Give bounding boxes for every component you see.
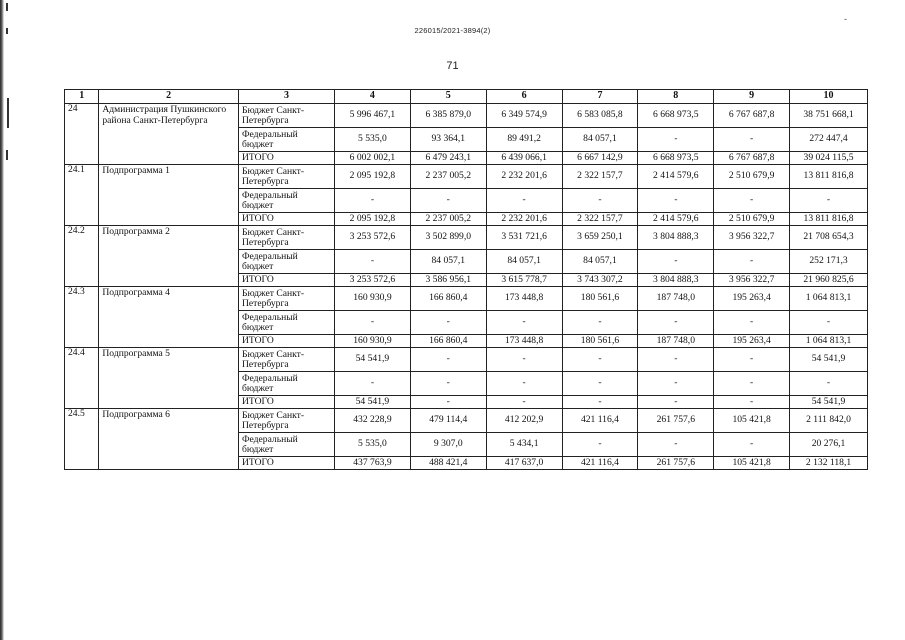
amount-cell: - (714, 311, 790, 335)
amount-cell: - (714, 396, 790, 409)
amount-cell: 187 748,0 (638, 287, 714, 311)
amount-cell: 3 659 250,1 (562, 226, 638, 250)
page-number: 71 (446, 60, 459, 72)
amount-cell: 9 307,0 (410, 433, 486, 457)
amount-cell: - (790, 372, 868, 396)
amount-cell: 2 510 679,9 (714, 165, 790, 189)
amount-cell: 5 535,0 (335, 433, 411, 457)
amount-cell: 54 541,9 (790, 348, 868, 372)
program-name: Подпрограмма 5 (99, 348, 239, 409)
table-row (65, 287, 868, 311)
amount-cell: 6 349 574,9 (486, 104, 562, 128)
funding-source-label: ИТОГО (238, 213, 334, 226)
amount-cell: 252 171,3 (790, 250, 868, 274)
amount-cell: - (714, 128, 790, 152)
amount-cell: 20 276,1 (790, 433, 868, 457)
amount-cell: 93 364,1 (410, 128, 486, 152)
amount-cell: 261 757,6 (638, 457, 714, 470)
amount-cell: 3 502 899,0 (410, 226, 486, 250)
amount-cell: 2 237 005,2 (410, 165, 486, 189)
amount-cell: - (335, 311, 411, 335)
funding-source-label: ИТОГО (238, 457, 334, 470)
funding-source-label: ИТОГО (238, 396, 334, 409)
amount-cell: 89 491,2 (486, 128, 562, 152)
amount-cell: - (486, 372, 562, 396)
amount-cell: 3 615 778,7 (486, 274, 562, 287)
amount-cell: 261 757,6 (638, 409, 714, 433)
amount-cell: 13 811 816,8 (790, 165, 868, 189)
amount-cell: 21 960 825,6 (790, 274, 868, 287)
amount-cell: - (335, 189, 411, 213)
amount-cell: 2 132 118,1 (790, 457, 868, 470)
amount-cell: - (486, 348, 562, 372)
amount-cell: 54 541,9 (335, 396, 411, 409)
amount-cell: 173 448,8 (486, 287, 562, 311)
amount-cell: 166 860,4 (410, 335, 486, 348)
funding-source-label: Бюджет Санкт-Петербурга (238, 226, 334, 250)
amount-cell: 5 535,0 (335, 128, 411, 152)
column-header-3: 3 (238, 90, 334, 104)
amount-cell: 84 057,1 (562, 128, 638, 152)
amount-cell: 2 414 579,6 (638, 213, 714, 226)
amount-cell: 166 860,4 (410, 287, 486, 311)
amount-cell: - (335, 250, 411, 274)
funding-source-label: ИТОГО (238, 335, 334, 348)
row-index: 24.5 (65, 409, 99, 470)
amount-cell: - (562, 189, 638, 213)
amount-cell: 3 531 721,6 (486, 226, 562, 250)
funding-source-label: Федеральный бюджет (238, 433, 334, 457)
table-header-row (65, 90, 868, 104)
amount-cell: 84 057,1 (410, 250, 486, 274)
column-header-10: 10 (790, 90, 868, 104)
funding-source-label: Бюджет Санкт-Петербурга (238, 287, 334, 311)
amount-cell: 6 668 973,5 (638, 104, 714, 128)
amount-cell: - (638, 348, 714, 372)
amount-cell: 21 708 654,3 (790, 226, 868, 250)
funding-source-label: ИТОГО (238, 274, 334, 287)
amount-cell: 13 811 816,8 (790, 213, 868, 226)
amount-cell: 272 447,4 (790, 128, 868, 152)
amount-cell: - (410, 396, 486, 409)
amount-cell: 195 263,4 (714, 287, 790, 311)
amount-cell: - (790, 311, 868, 335)
program-name: Администрация Пушкинского района Санкт-Петербурга (99, 104, 239, 165)
amount-cell: - (562, 348, 638, 372)
amount-cell: 5 434,1 (486, 433, 562, 457)
amount-cell: 3 956 322,7 (714, 274, 790, 287)
amount-cell: 3 253 572,6 (335, 226, 411, 250)
budget-table (64, 89, 868, 470)
amount-cell: 2 510 679,9 (714, 213, 790, 226)
amount-cell: 432 228,9 (335, 409, 411, 433)
amount-cell: 6 668 973,5 (638, 152, 714, 165)
amount-cell: - (638, 189, 714, 213)
funding-source-label: Федеральный бюджет (238, 128, 334, 152)
column-header-1: 1 (65, 90, 99, 104)
amount-cell: 2 414 579,6 (638, 165, 714, 189)
amount-cell: 6 767 687,8 (714, 104, 790, 128)
amount-cell: 6 385 879,0 (410, 104, 486, 128)
amount-cell: - (335, 372, 411, 396)
amount-cell: 84 057,1 (562, 250, 638, 274)
row-index: 24 (65, 104, 99, 165)
table-body (65, 104, 868, 470)
funding-source-label: Бюджет Санкт-Петербурга (238, 348, 334, 372)
amount-cell: - (638, 128, 714, 152)
amount-cell: 3 253 572,6 (335, 274, 411, 287)
amount-cell: 105 421,8 (714, 457, 790, 470)
document-registration-number: 226015/2021-3894(2) (414, 26, 491, 35)
amount-cell: - (410, 189, 486, 213)
amount-cell: - (562, 372, 638, 396)
scan-artifact (7, 98, 9, 128)
amount-cell: - (410, 372, 486, 396)
amount-cell: 2 232 201,6 (486, 165, 562, 189)
amount-cell: 38 751 668,1 (790, 104, 868, 128)
program-name: Подпрограмма 4 (99, 287, 239, 348)
amount-cell: - (410, 348, 486, 372)
amount-cell: 488 421,4 (410, 457, 486, 470)
amount-cell: 6 002 002,1 (335, 152, 411, 165)
funding-source-label: Федеральный бюджет (238, 372, 334, 396)
amount-cell: 39 024 115,5 (790, 152, 868, 165)
program-name: Подпрограмма 1 (99, 165, 239, 226)
funding-source-label: ИТОГО (238, 152, 334, 165)
row-index: 24.4 (65, 348, 99, 409)
amount-cell: 421 116,4 (562, 409, 638, 433)
amount-cell: 180 561,6 (562, 335, 638, 348)
amount-cell: 2 237 005,2 (410, 213, 486, 226)
amount-cell: - (714, 189, 790, 213)
column-header-4: 4 (335, 90, 411, 104)
amount-cell: - (486, 189, 562, 213)
amount-cell: 160 930,9 (335, 335, 411, 348)
amount-cell: 3 586 956,1 (410, 274, 486, 287)
amount-cell: 54 541,9 (790, 396, 868, 409)
amount-cell: 173 448,8 (486, 335, 562, 348)
table-row (65, 104, 868, 128)
amount-cell: - (562, 311, 638, 335)
amount-cell: 195 263,4 (714, 335, 790, 348)
column-header-5: 5 (410, 90, 486, 104)
scan-artifact (6, 150, 8, 160)
amount-cell: - (714, 433, 790, 457)
amount-cell: 84 057,1 (486, 250, 562, 274)
row-index: 24.1 (65, 165, 99, 226)
funding-source-label: Федеральный бюджет (238, 189, 334, 213)
amount-cell: 6 667 142,9 (562, 152, 638, 165)
amount-cell: - (562, 433, 638, 457)
funding-source-label: Федеральный бюджет (238, 250, 334, 274)
amount-cell: 3 804 888,3 (638, 226, 714, 250)
amount-cell: - (790, 189, 868, 213)
amount-cell: 3 804 888,3 (638, 274, 714, 287)
amount-cell: 412 202,9 (486, 409, 562, 433)
amount-cell: 3 956 322,7 (714, 226, 790, 250)
funding-source-label: Бюджет Санкт-Петербурга (238, 409, 334, 433)
amount-cell: - (562, 396, 638, 409)
column-header-7: 7 (562, 90, 638, 104)
amount-cell: 3 743 307,2 (562, 274, 638, 287)
amount-cell: - (410, 311, 486, 335)
amount-cell: - (638, 433, 714, 457)
amount-cell: 6 439 066,1 (486, 152, 562, 165)
column-header-6: 6 (486, 90, 562, 104)
amount-cell: 2 095 192,8 (335, 213, 411, 226)
row-index: 24.3 (65, 287, 99, 348)
amount-cell: 479 114,4 (410, 409, 486, 433)
amount-cell: - (638, 396, 714, 409)
amount-cell: 6 479 243,1 (410, 152, 486, 165)
amount-cell: 6 583 085,8 (562, 104, 638, 128)
amount-cell: 417 637,0 (486, 457, 562, 470)
amount-cell: 180 561,6 (562, 287, 638, 311)
amount-cell: 1 064 813,1 (790, 287, 868, 311)
column-header-8: 8 (638, 90, 714, 104)
amount-cell: 2 095 192,8 (335, 165, 411, 189)
row-index: 24.2 (65, 226, 99, 287)
funding-source-label: Бюджет Санкт-Петербурга (238, 104, 334, 128)
amount-cell: 160 930,9 (335, 287, 411, 311)
funding-source-label: Бюджет Санкт-Петербурга (238, 165, 334, 189)
funding-source-label: Федеральный бюджет (238, 311, 334, 335)
program-name: Подпрограмма 2 (99, 226, 239, 287)
scan-artifact (6, 3, 8, 11)
scan-edge-shadow (0, 0, 4, 640)
amount-cell: - (714, 250, 790, 274)
amount-cell: - (714, 348, 790, 372)
amount-cell: 6 767 687,8 (714, 152, 790, 165)
amount-cell: 187 748,0 (638, 335, 714, 348)
column-header-9: 9 (714, 90, 790, 104)
table-row (65, 348, 868, 372)
program-name: Подпрограмма 6 (99, 409, 239, 470)
amount-cell: 54 541,9 (335, 348, 411, 372)
amount-cell: - (638, 250, 714, 274)
amount-cell: 2 111 842,0 (790, 409, 868, 433)
amount-cell: - (714, 372, 790, 396)
table-row (65, 226, 868, 250)
corner-mark: - (844, 14, 847, 24)
amount-cell: 2 232 201,6 (486, 213, 562, 226)
amount-cell: 2 322 157,7 (562, 213, 638, 226)
amount-cell: - (486, 311, 562, 335)
amount-cell: 105 421,8 (714, 409, 790, 433)
amount-cell: - (486, 396, 562, 409)
amount-cell: 2 322 157,7 (562, 165, 638, 189)
amount-cell: - (638, 372, 714, 396)
amount-cell: 5 996 467,1 (335, 104, 411, 128)
amount-cell: 437 763,9 (335, 457, 411, 470)
amount-cell: 1 064 813,1 (790, 335, 868, 348)
table-row (65, 409, 868, 433)
column-header-2: 2 (99, 90, 239, 104)
amount-cell: - (638, 311, 714, 335)
table-row (65, 165, 868, 189)
amount-cell: 421 116,4 (562, 457, 638, 470)
